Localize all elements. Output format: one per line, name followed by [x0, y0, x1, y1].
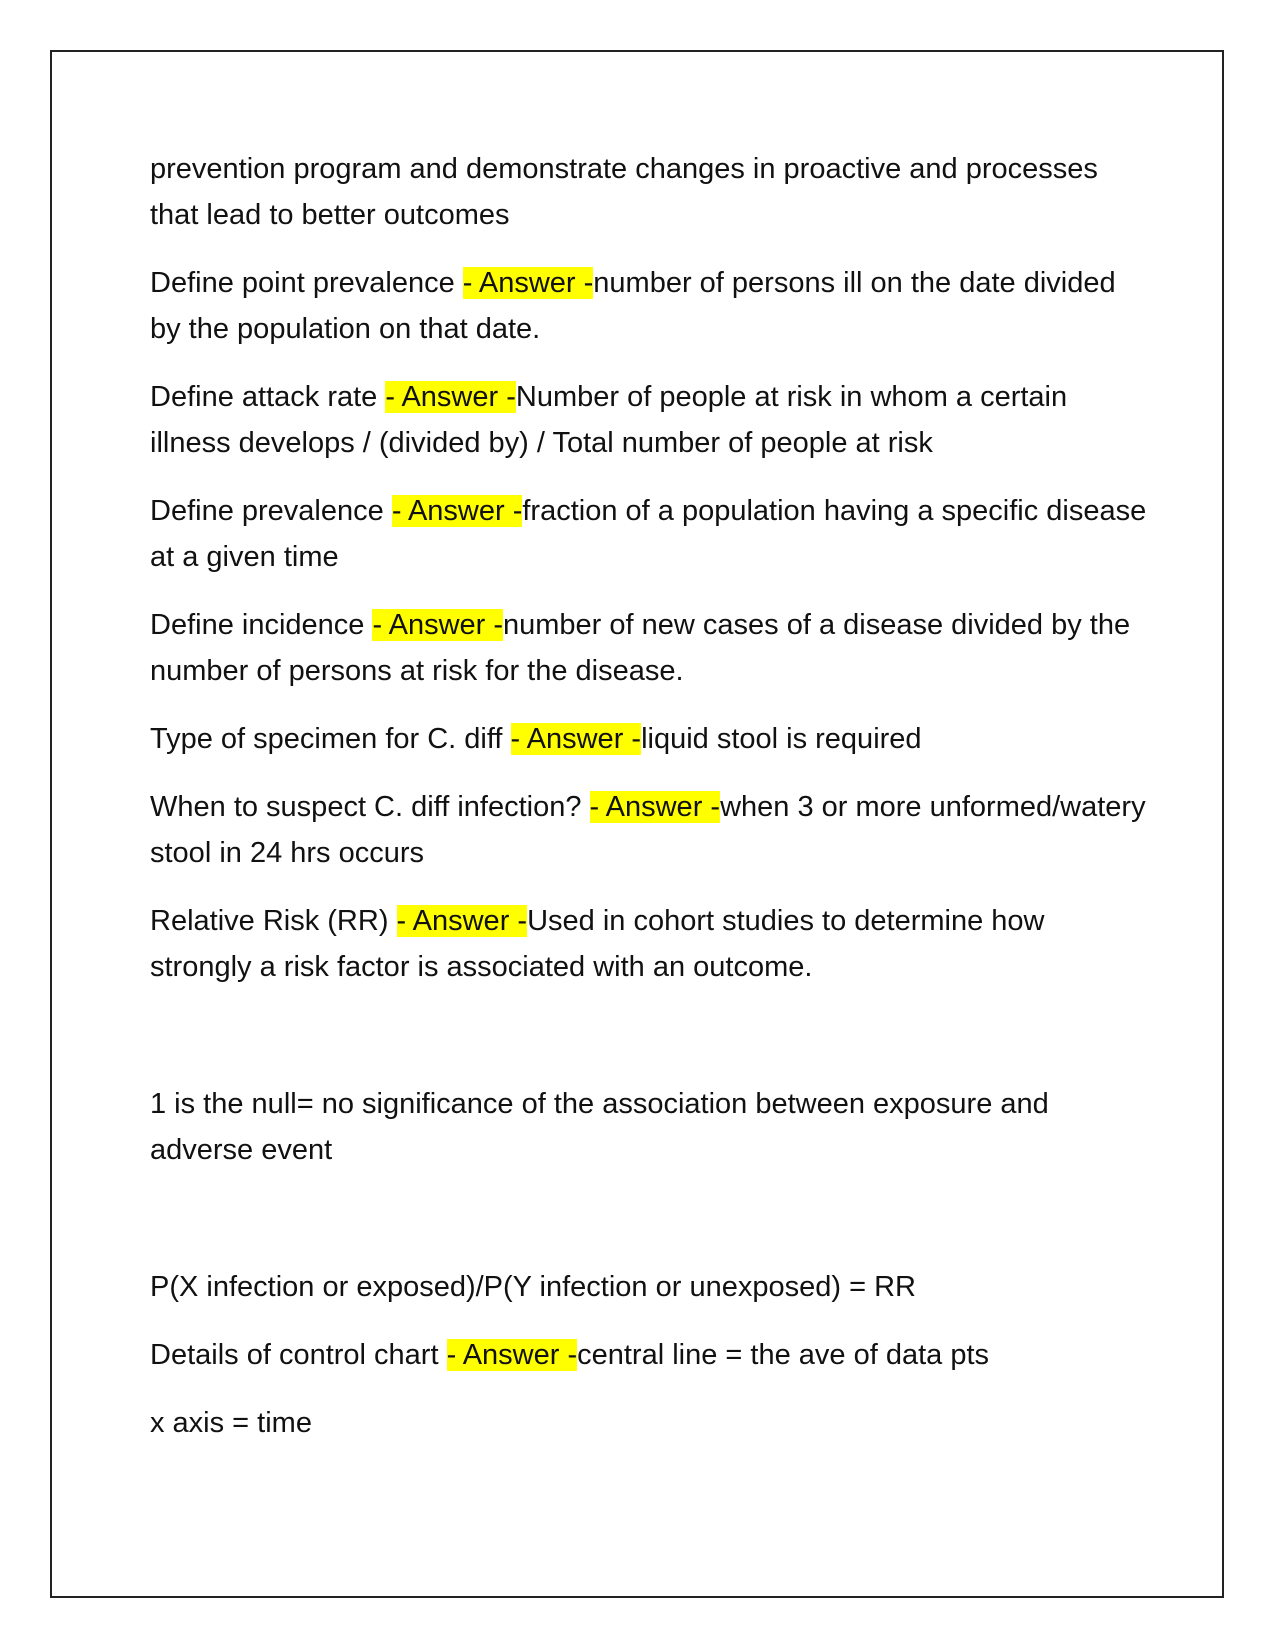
- question: Define point prevalence: [150, 267, 463, 299]
- qa-specimen-c-diff: [150, 716, 1150, 762]
- qa-control-chart: [150, 1332, 1150, 1378]
- answer: number of persons ill on the date divided by the population on that date.: [150, 267, 1116, 345]
- qa-relative-risk: [150, 898, 1150, 990]
- answer-marker: - Answer -: [372, 609, 504, 641]
- answer-marker: - Answer -: [396, 905, 528, 937]
- answer: central line = the ave of data pts: [577, 1339, 990, 1371]
- document-body: [150, 146, 1150, 1468]
- null-note: 1 is the null= no significance of the association between exposure and adverse event: [150, 1088, 1049, 1166]
- answer: liquid stool is required: [641, 723, 922, 755]
- answer: when 3 or more unformed/watery stool in 24 hrs occurs: [150, 791, 1146, 869]
- answer-marker: - Answer -: [510, 723, 642, 755]
- answer-marker: - Answer -: [462, 267, 594, 299]
- question: Define prevalence: [150, 495, 392, 527]
- x-axis-note: x axis = time: [150, 1407, 312, 1439]
- qa-prevalence: [150, 488, 1150, 580]
- answer-marker: - Answer -: [589, 791, 721, 823]
- answer: Number of people at risk in whom a certain illness develops / (divided by) / Total number of people at risk: [150, 381, 1068, 459]
- qa-suspect-c-diff: [150, 784, 1150, 876]
- question: Define incidence: [150, 609, 373, 641]
- answer-marker: - Answer -: [446, 1339, 578, 1371]
- answer: number of new cases of a disease divided by the number of persons at risk for the disease.: [150, 609, 1131, 687]
- question: Define attack rate: [150, 381, 386, 413]
- qa-attack-rate: [150, 374, 1150, 466]
- question: Relative Risk (RR): [150, 905, 397, 937]
- intro-paragraph: prevention program and demonstrate changes in proactive and processes that lead to better outcomes: [150, 153, 1098, 231]
- qa-incidence: [150, 602, 1150, 694]
- question: Type of specimen for C. diff: [150, 723, 511, 755]
- qa-point-prevalence: [150, 260, 1150, 352]
- question: When to suspect C. diff infection?: [150, 791, 590, 823]
- question: Details of control chart: [150, 1339, 447, 1371]
- answer-marker: - Answer -: [391, 495, 523, 527]
- answer: Used in cohort studies to determine how strongly a risk factor is associated with an outcome.: [150, 905, 1045, 983]
- rr-formula: P(X infection or exposed)/P(Y infection or unexposed) = RR: [150, 1271, 916, 1303]
- answer: fraction of a population having a specific disease at a given time: [150, 495, 1147, 573]
- answer-marker: - Answer -: [385, 381, 516, 413]
